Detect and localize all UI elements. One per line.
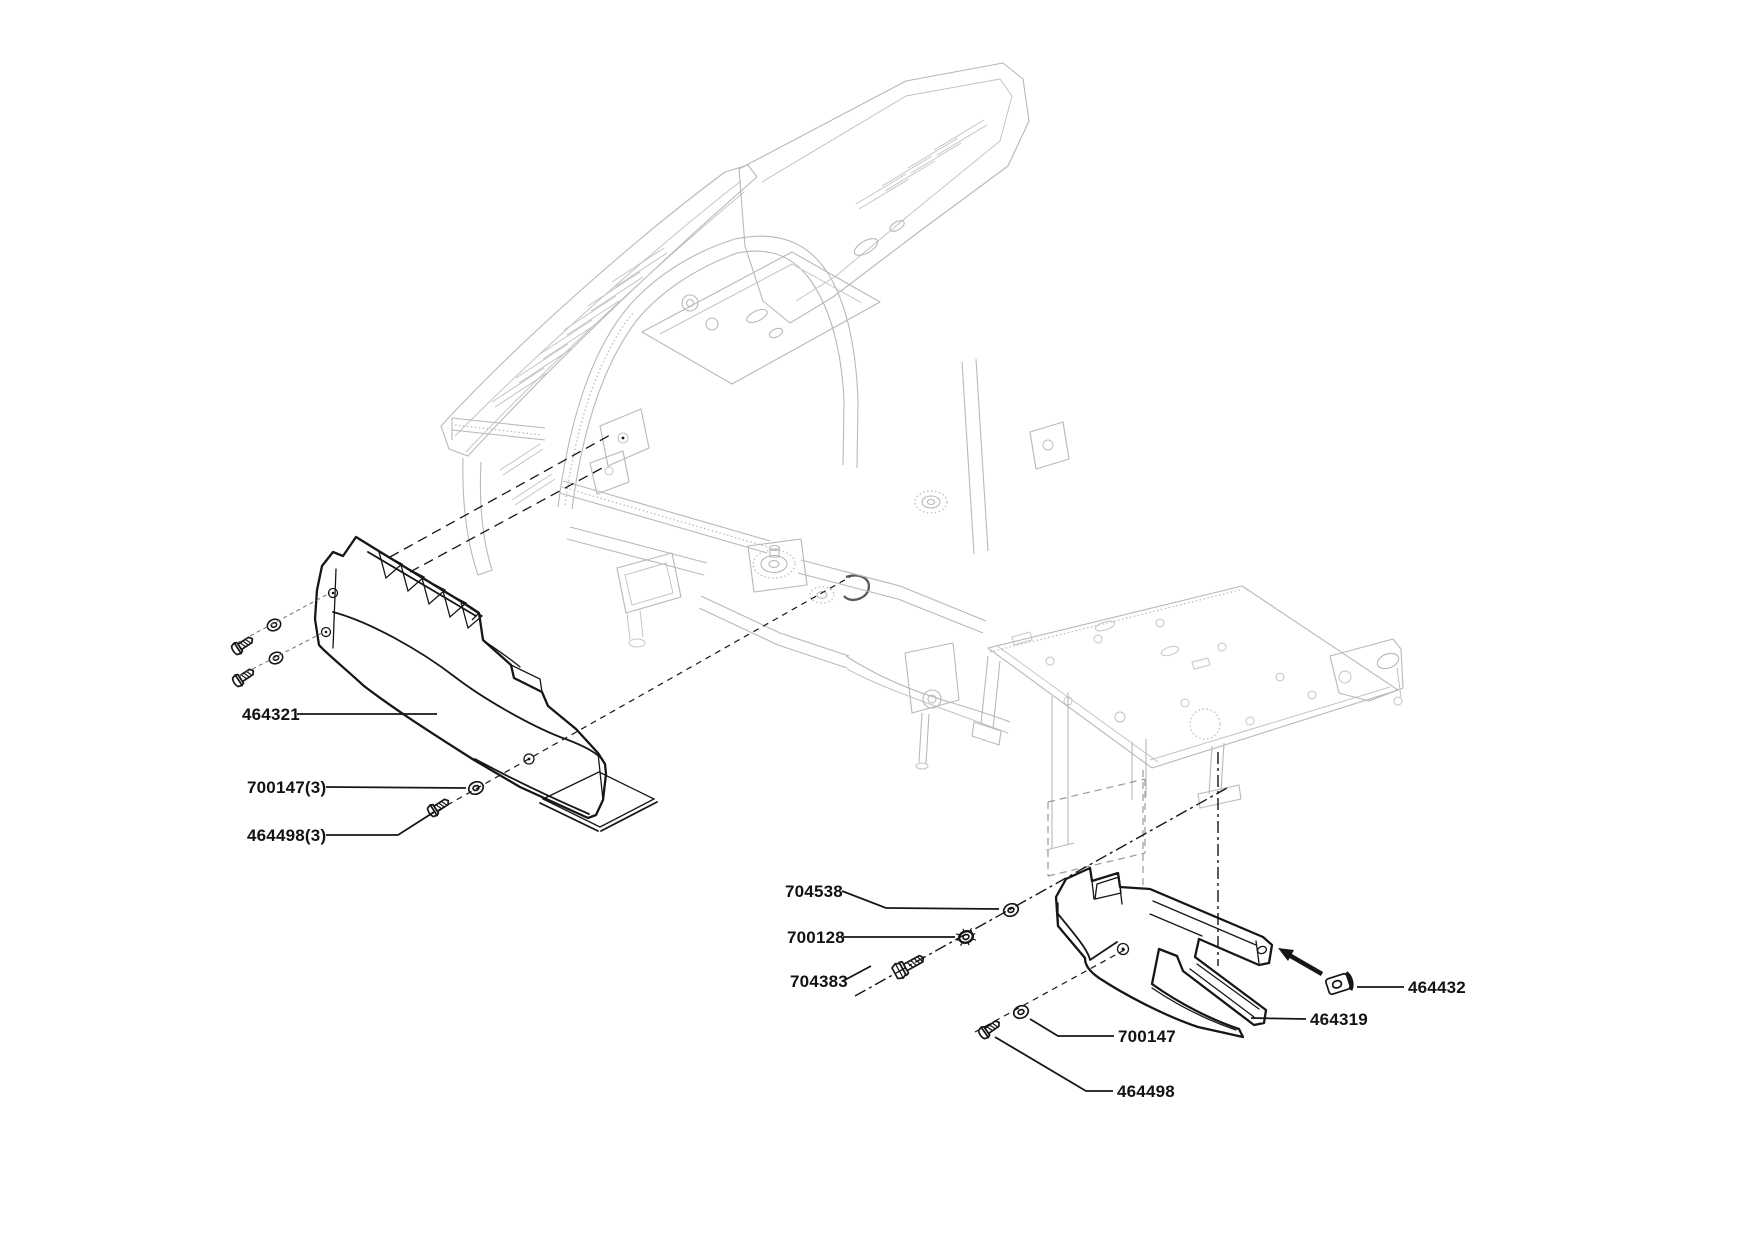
- part-label-464432: 464432: [1408, 978, 1466, 997]
- alignment-dash-line: [410, 467, 604, 572]
- part-label-464498-3: 464498(3): [247, 826, 327, 845]
- washer-704538-icon: [1002, 901, 1021, 918]
- callouts-layer: [242, 705, 1466, 1101]
- lock-washer-700128-icon: [954, 926, 977, 948]
- assembly-arrow-icon: [1278, 948, 1322, 974]
- part-label-464319: 464319: [1310, 1010, 1368, 1029]
- leader-704538: [842, 891, 999, 909]
- alignment-dash-line: [390, 434, 612, 557]
- part-label-704538: 704538: [785, 882, 843, 901]
- part-label-464498: 464498: [1117, 1082, 1175, 1101]
- leader-464498: [995, 1037, 1113, 1091]
- fastener-axis-line: [975, 948, 1128, 1032]
- hood-ribs: [492, 248, 667, 505]
- chassis-ghost-frame: [441, 63, 1403, 850]
- washer-700147-icon: [467, 779, 486, 796]
- part-label-700147: 700147: [1118, 1027, 1176, 1046]
- part-label-700128: 700128: [787, 928, 845, 947]
- leader-700147-3: [326, 787, 466, 788]
- part-label-700147-3: 700147(3): [247, 778, 327, 797]
- washer-700147-icon: [267, 650, 284, 666]
- leader-464319: [1251, 1018, 1306, 1019]
- leader-700147: [1030, 1019, 1114, 1036]
- deck-holes: [1012, 619, 1316, 725]
- right-cover-fasteners: [891, 901, 1030, 1040]
- washer-700147-icon: [1012, 1003, 1031, 1020]
- leader-464498-3: [326, 812, 434, 835]
- screw-464498-icon: [230, 633, 256, 656]
- part-464319-side-cover: [1056, 868, 1272, 1037]
- part-label-464321: 464321: [242, 705, 300, 724]
- clip-464432: [1278, 948, 1354, 996]
- washer-700147-icon: [265, 617, 282, 633]
- fastener-axis-line: [855, 788, 1227, 996]
- screw-464498-icon: [977, 1017, 1003, 1040]
- part-label-704383: 704383: [790, 972, 848, 991]
